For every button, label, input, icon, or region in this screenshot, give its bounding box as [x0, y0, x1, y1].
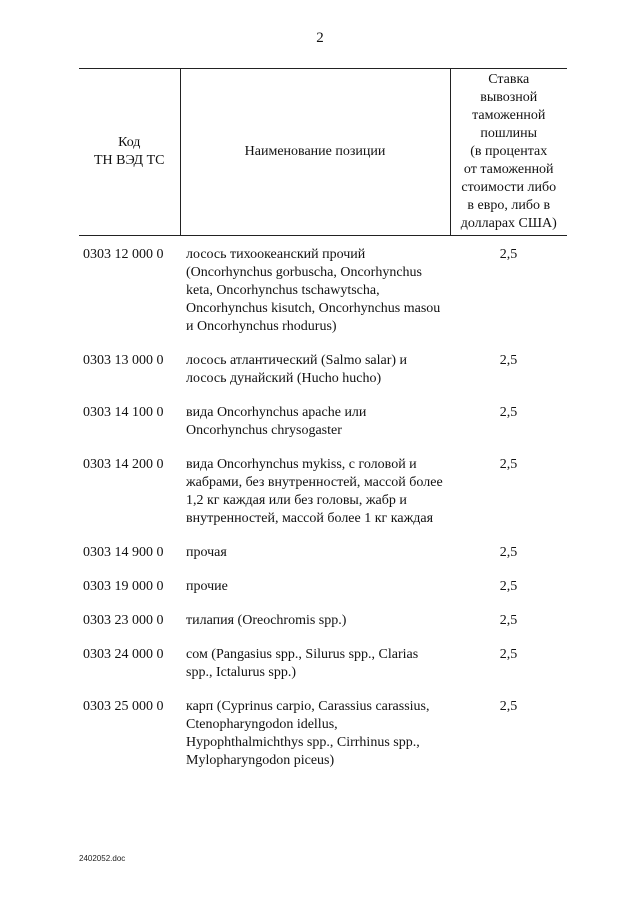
row-code: 0303 25 000 0 — [83, 699, 164, 714]
row-rate: 2,5 — [499, 699, 518, 714]
row-name: прочая — [186, 545, 227, 560]
header-code — [79, 69, 180, 236]
header-rate — [450, 69, 567, 236]
row-code: 0303 12 000 0 — [83, 247, 164, 262]
table-header — [79, 69, 567, 236]
row-code: 0303 14 900 0 — [83, 545, 164, 560]
row-name: прочие — [186, 579, 228, 594]
row-rate: 2,5 — [499, 613, 518, 628]
table-row — [79, 646, 567, 698]
header-code-label: Код ТН ВЭД ТС — [93, 135, 165, 168]
row-rate: 2,5 — [499, 579, 518, 594]
table-row — [79, 544, 567, 578]
row-rate: 2,5 — [499, 247, 518, 262]
table-row — [79, 236, 567, 353]
table-row — [79, 456, 567, 544]
row-rate: 2,5 — [499, 405, 518, 420]
row-name: вида Oncorhynchus apache или Oncorhynchus chrysogaster — [186, 405, 367, 438]
row-rate: 2,5 — [499, 353, 518, 368]
row-name: сом (Pangasius spp., Silurus spp., Clarias spp., Ictalurus spp.) — [186, 647, 419, 680]
header-name — [180, 69, 450, 236]
row-rate: 2,5 — [499, 647, 518, 662]
table-row — [79, 612, 567, 646]
row-name: карп (Cyprinus carpio, Carassius carassius, Ctenopharyngodon idellus, Hypophthalmichthys spp., Cirrhinus spp., Mylopharyngodon piceus) — [186, 699, 430, 768]
table-row — [79, 404, 567, 456]
page-number: 2 — [316, 30, 324, 46]
row-code: 0303 14 200 0 — [83, 457, 164, 472]
header-name-label: Наименование позиции — [244, 144, 386, 159]
row-code: 0303 14 100 0 — [83, 405, 164, 420]
row-code: 0303 19 000 0 — [83, 579, 164, 594]
table-row — [79, 578, 567, 612]
row-code: 0303 13 000 0 — [83, 353, 164, 368]
row-code: 0303 24 000 0 — [83, 647, 164, 662]
footer-filename: 2402052.doc — [79, 854, 126, 863]
row-name: тилапия (Oreochromis spp.) — [186, 613, 347, 628]
row-code: 0303 23 000 0 — [83, 613, 164, 628]
table-row — [79, 352, 567, 404]
header-rate-label: Ставка вывозной таможенной пошлины (в процентах от таможенной стоимости либо в евро, либо в долларах США) — [460, 72, 557, 231]
row-rate: 2,5 — [499, 457, 518, 472]
row-name: лосось тихоокеанский прочий (Oncorhynchus gorbuscha, Oncorhynchus keta, Oncorhynchus tschawytscha, Oncorhynchus kisutch, Oncorhynchus masou и Oncorhynchus rhodurus) — [186, 247, 441, 334]
row-rate: 2,5 — [499, 545, 518, 560]
tariff-table — [79, 68, 567, 786]
row-name: вида Oncorhynchus mykiss, с головой и жабрами, без внутренностей, массой более 1,2 кг каждая или без головы, жабр и внутренностей, массой более 1 кг каждая — [186, 457, 443, 526]
row-name: лосось атлантический (Salmo salar) и лосось дунайский (Hucho hucho) — [186, 353, 408, 386]
table-row — [79, 698, 567, 786]
